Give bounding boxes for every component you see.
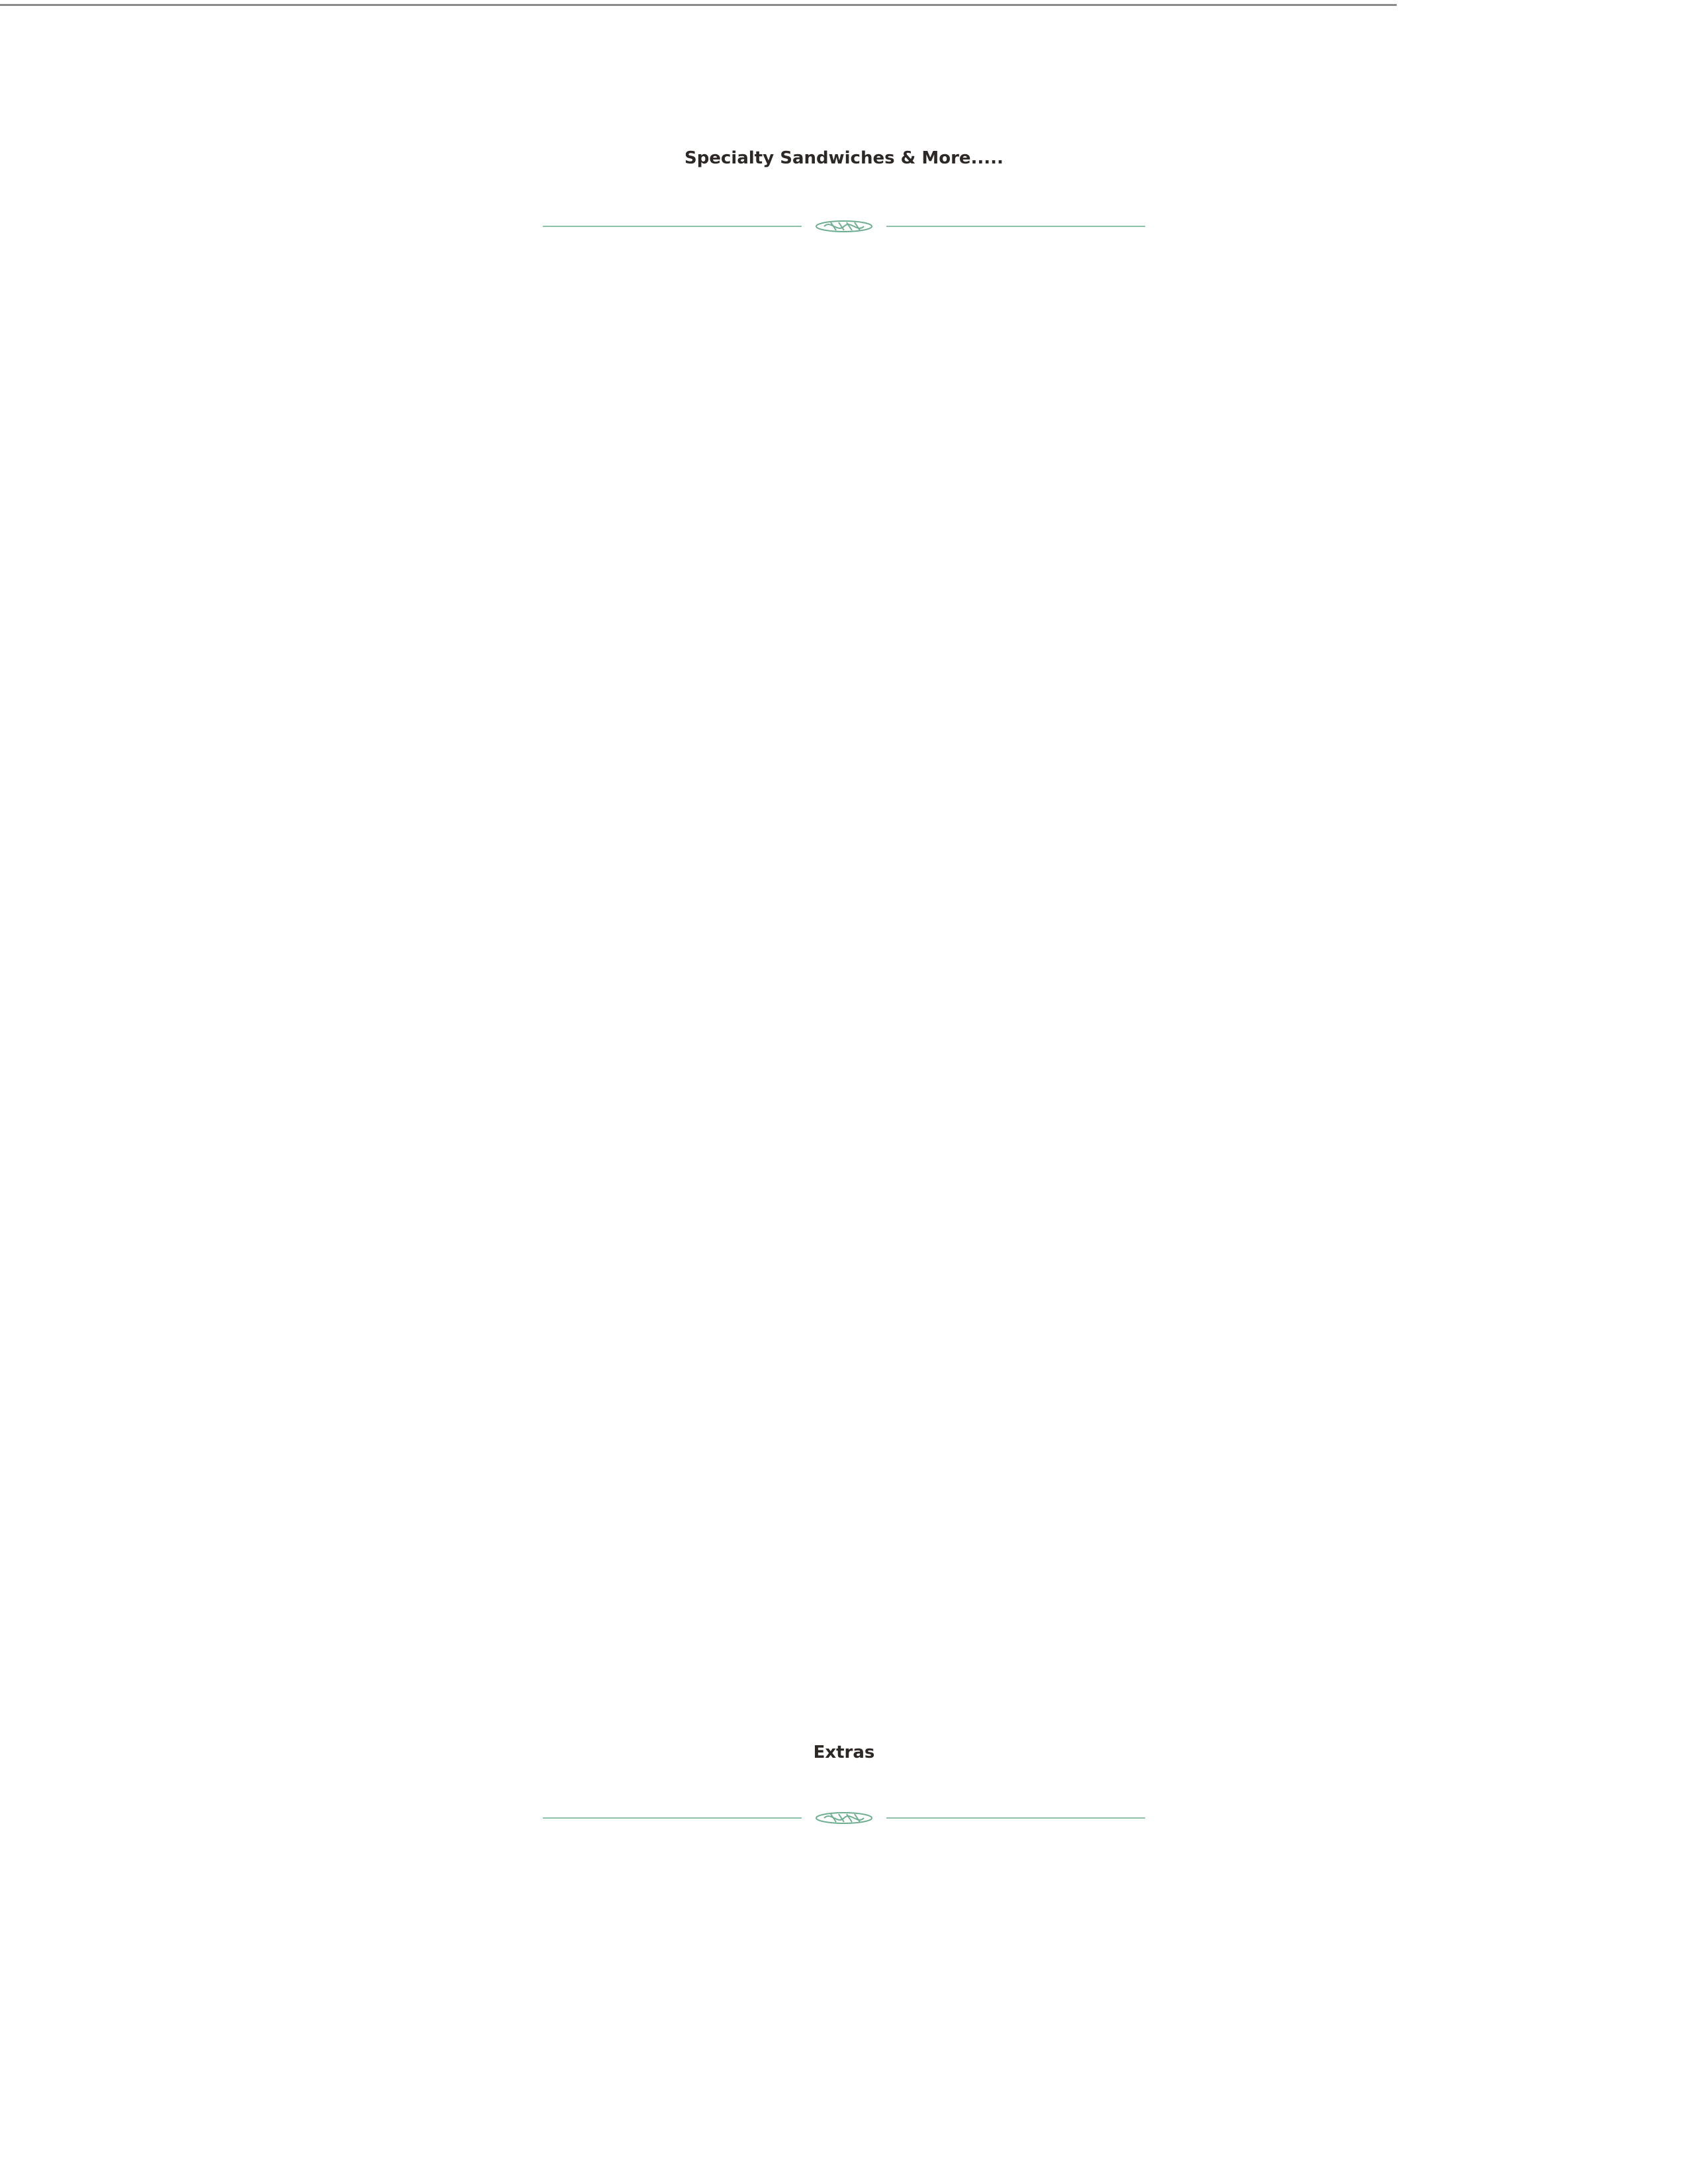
specialty-title: Specialty Sandwiches & More..... bbox=[684, 148, 1004, 168]
extras-divider bbox=[0, 1810, 1688, 1826]
section-header-specialty bbox=[0, 150, 1688, 167]
flourish-ornament-icon bbox=[802, 218, 886, 237]
section-header-extras bbox=[0, 1744, 1688, 1761]
top-border-line bbox=[0, 4, 1397, 6]
flourish-ornament-icon bbox=[802, 1810, 886, 1829]
specialty-divider bbox=[0, 218, 1688, 234]
extras-title: Extras bbox=[813, 1743, 875, 1762]
